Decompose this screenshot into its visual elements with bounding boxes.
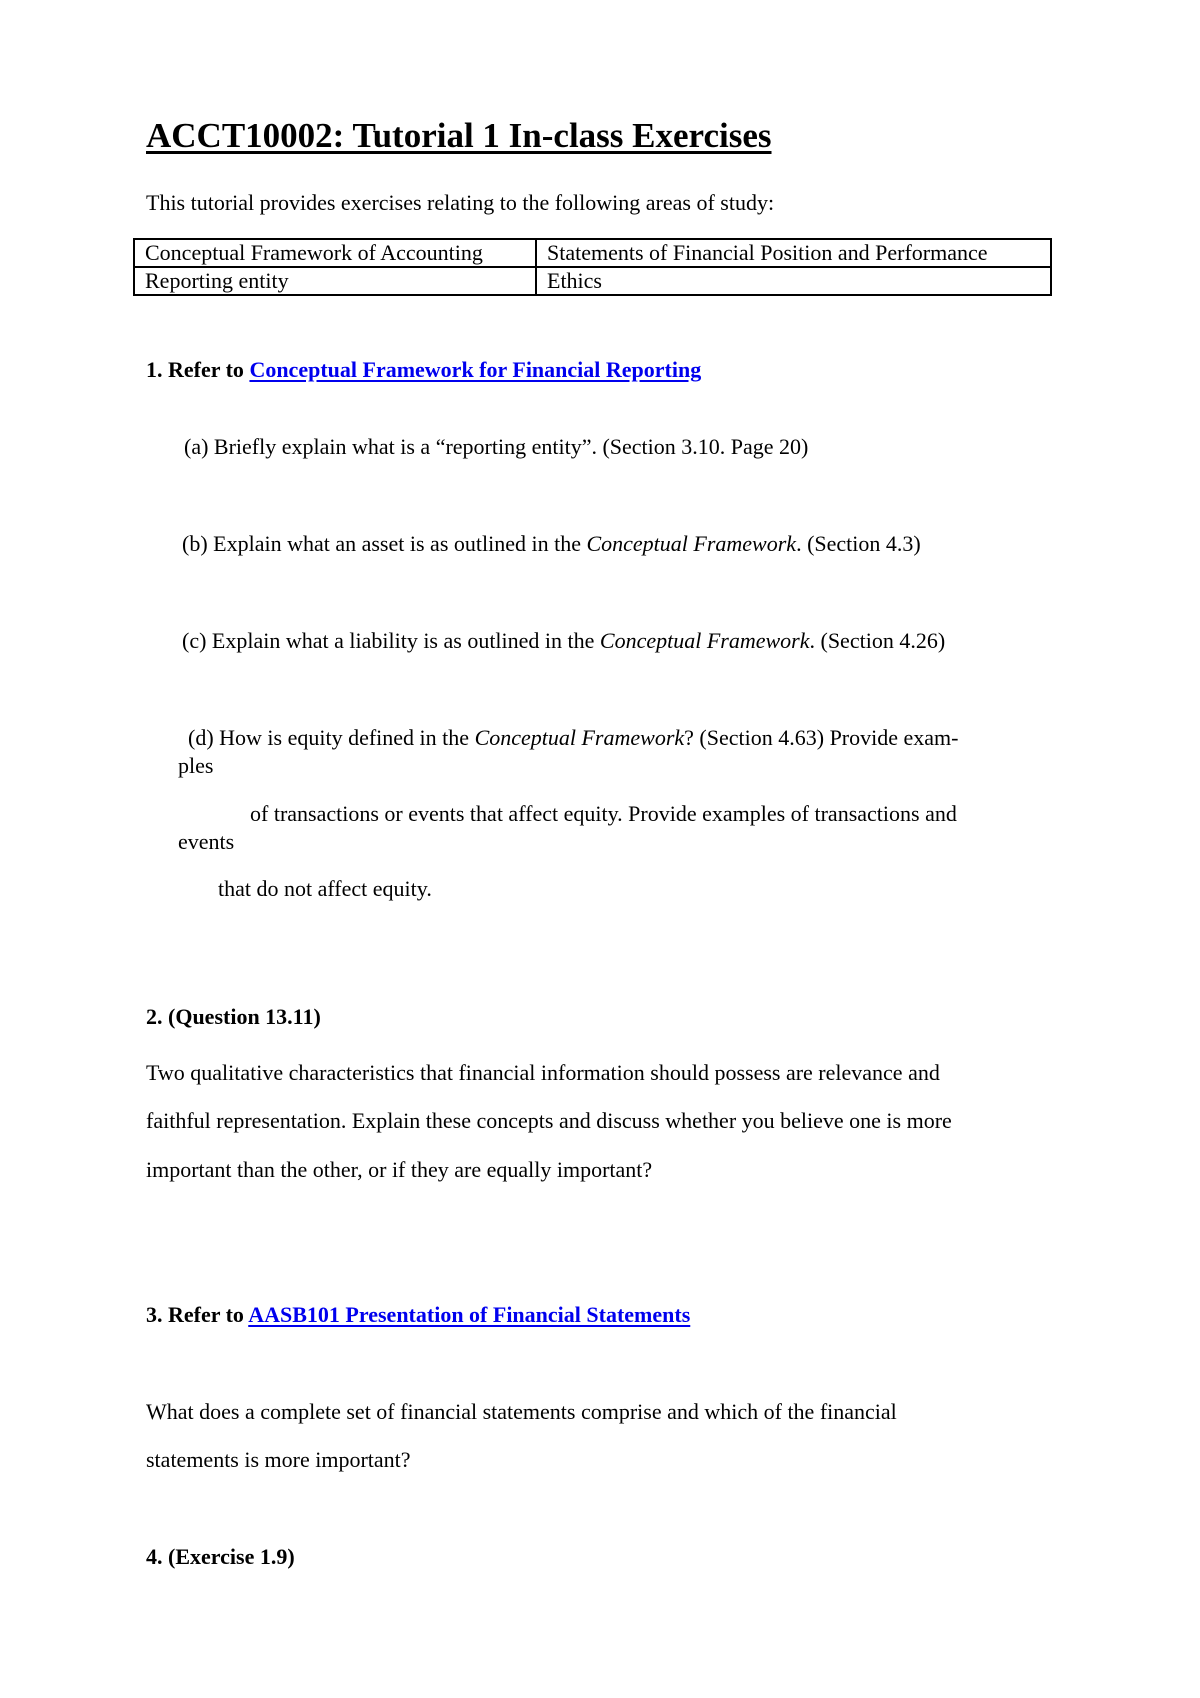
document-title: ACCT10002: Tutorial 1 In-class Exercises <box>146 116 772 155</box>
intro-text: This tutorial provides exercises relating to the following areas of study: <box>146 190 775 215</box>
question-1a: (a) Briefly explain what is a “reporting entity”. (Section 3.10. Page 20) <box>184 434 809 459</box>
question-1c-text: (c) Explain what a liability is as outlined in the <box>182 628 600 653</box>
question-1b-emphasis: Conceptual Framework <box>586 531 797 556</box>
question-2-line3: important than the other, or if they are equally important? <box>146 1157 653 1182</box>
table-row <box>134 239 1051 267</box>
question-1c <box>182 628 945 654</box>
question-3-prefix: 3. Refer to <box>146 1302 249 1327</box>
question-2-heading: 2. (Question 13.11) <box>146 1004 321 1029</box>
question-1d-line5: that do not affect equity. <box>218 876 432 901</box>
question-1b-section: . (Section 4.3) <box>796 531 921 556</box>
question-3-heading <box>146 1302 690 1328</box>
table-row <box>134 267 1051 295</box>
table-cell: Statements of Financial Position and Performance <box>536 239 1051 267</box>
question-1d-line4: events <box>178 829 235 854</box>
question-1d-line2: ples <box>178 753 214 778</box>
table-cell: Reporting entity <box>134 267 536 295</box>
question-1d-emphasis: Conceptual Framework <box>474 725 685 750</box>
question-3-line1: What does a complete set of financial statements comprise and which of the financial <box>146 1399 897 1424</box>
question-1b <box>182 531 921 557</box>
table-cell: Ethics <box>536 267 1051 295</box>
question-1-heading <box>146 357 701 383</box>
aasb101-link[interactable]: AASB101 Presentation of Financial Statements <box>248 1302 691 1327</box>
conceptual-framework-link[interactable]: Conceptual Framework for Financial Reporting <box>249 357 702 382</box>
question-1c-emphasis: Conceptual Framework <box>599 628 810 653</box>
question-1d-line3: of transactions or events that affect equity. Provide examples of transactions and <box>250 801 957 826</box>
topics-table <box>133 238 1052 296</box>
question-1d <box>188 725 958 751</box>
question-1b-text: (b) Explain what an asset is as outlined in the <box>182 531 587 556</box>
question-1-prefix: 1. Refer to <box>146 357 250 382</box>
question-4-heading: 4. (Exercise 1.9) <box>146 1544 295 1569</box>
question-1d-text: (d) How is equity defined in the <box>188 725 475 750</box>
table-cell: Conceptual Framework of Accounting <box>134 239 536 267</box>
question-1c-section: . (Section 4.26) <box>809 628 946 653</box>
question-3-line2: statements is more important? <box>146 1447 411 1472</box>
question-2-line2: faithful representation. Explain these concepts and discuss whether you believe one is more <box>146 1108 952 1133</box>
question-1d-section: ? (Section 4.63) Provide exam- <box>684 725 959 750</box>
question-2-line1: Two qualitative characteristics that financial information should possess are relevance and <box>146 1060 940 1085</box>
